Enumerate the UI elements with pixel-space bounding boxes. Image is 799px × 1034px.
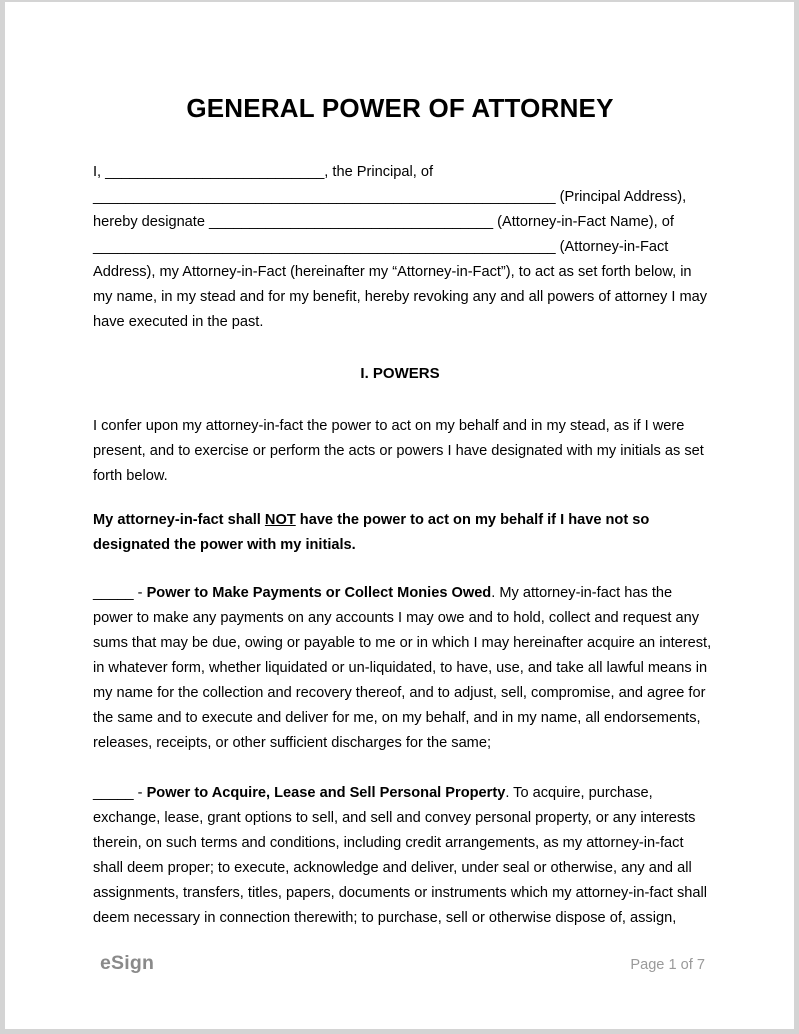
confer-paragraph xyxy=(93,414,707,489)
clause-text: . To acquire, purchase, xyxy=(505,785,653,801)
section-heading-powers: I. POWERS xyxy=(360,365,440,382)
page-title: GENERAL POWER OF ATTORNEY xyxy=(186,93,614,123)
document-content xyxy=(93,2,712,931)
intro-line: my name, in my stead and for my benefit, hereby revoking any and all powers of attorney I may xyxy=(93,289,708,305)
intro-line: have executed in the past. xyxy=(93,314,264,330)
intro-line: _________________________________________________________ (Attorney-in-Fact xyxy=(93,239,669,255)
clause-first-line xyxy=(93,581,707,606)
intro-paragraph xyxy=(93,160,707,335)
intro-line: I, ___________________________, the Principal, of xyxy=(93,164,434,180)
notice-paragraph xyxy=(93,508,707,558)
clause-line: releases, receipts, or other sufficient discharges for the same; xyxy=(93,735,492,751)
clause-first-line xyxy=(93,781,707,806)
clause-line: my name for the collection and recovery thereof, and to adjust, sell, compromise, and agree for xyxy=(93,685,706,701)
clause-text: . My attorney-in-fact has the xyxy=(491,585,673,601)
not-emphasis: NOT xyxy=(264,512,296,528)
document-page xyxy=(5,2,794,1029)
notice-text-pre: My attorney-in-fact shall xyxy=(93,512,265,528)
power-clause-personal-property xyxy=(93,781,707,931)
confer-line: forth below. xyxy=(93,468,168,484)
notice-line xyxy=(93,508,707,533)
clause-title: Power to Acquire, Lease and Sell Personal Property xyxy=(146,785,506,801)
intro-line: _________________________________________________________ (Principal Address), xyxy=(93,189,687,205)
clause-line: deem necessary in connection therewith; to purchase, sell or otherwise dispose of, assign, xyxy=(93,910,677,926)
esign-logo: eSign xyxy=(100,952,155,974)
clause-line: assignments, transfers, titles, papers, documents or instruments which my attorney-in-fact shall xyxy=(93,885,707,901)
clause-title: Power to Make Payments or Collect Monies Owed xyxy=(146,585,492,601)
clause-line: the same and to execute and deliver for me, on my behalf, and in my name, all endorsements, xyxy=(93,710,701,726)
clause-line: exchange, lease, grant options to sell, and sell and convey personal property, or any interests xyxy=(93,810,696,826)
clause-line: shall deem proper; to execute, acknowledge and deliver, under seal or otherwise, any and all xyxy=(93,860,692,876)
intro-line: hereby designate ___________________________________ (Attorney-in-Fact Name), of xyxy=(93,214,674,230)
clause-line: sums that may be due, owing or payable to me or in which I may hereinafter acquire an interest, xyxy=(93,635,712,651)
notice-line: designated the power with my initials. xyxy=(93,537,356,553)
initials-blank: _____ - xyxy=(93,585,147,601)
confer-line: present, and to exercise or perform the acts or powers I have designated with my initials as set xyxy=(93,443,704,459)
initials-blank: _____ - xyxy=(93,785,147,801)
clause-line: in whatever form, whether liquidated or un-liquidated, to have, use, and take all lawful means in xyxy=(93,660,708,676)
clause-line: power to make any payments on any accounts I may owe and to hold, collect and request any xyxy=(93,610,699,626)
clause-line: therein, on such terms and conditions, including credit arrangements, as my attorney-in-fact xyxy=(93,835,684,851)
page-footer xyxy=(100,952,705,975)
intro-line: Address), my Attorney-in-Fact (hereinafter my “Attorney-in-Fact”), to act as set forth below, in xyxy=(93,264,692,280)
page-indicator: Page 1 of 7 xyxy=(630,957,705,973)
notice-text-post: have the power to act on my behalf if I have not so xyxy=(295,512,650,528)
confer-line: I confer upon my attorney-in-fact the power to act on my behalf and in my stead, as if I were xyxy=(93,418,685,434)
power-clause-monies xyxy=(93,581,712,756)
